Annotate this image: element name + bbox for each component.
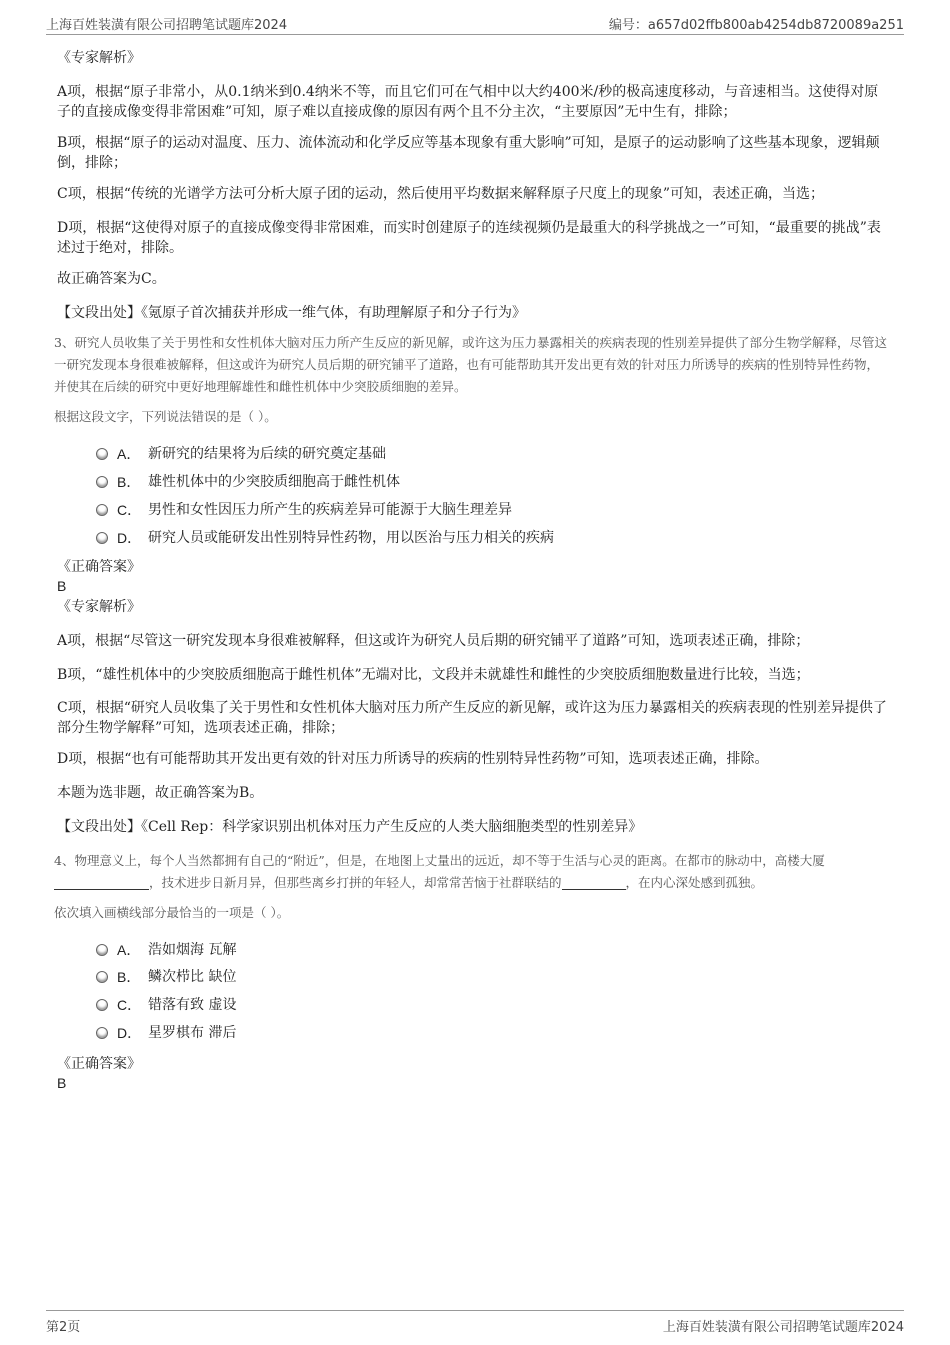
option-text: 雄性机体中的少突胶质细胞高于雌性机体	[148, 474, 400, 490]
option-letter: C．	[117, 502, 142, 518]
radio-icon[interactable]	[96, 532, 108, 544]
q2-source: 【文段出处】《氪原子首次捕获并形成一维气体，有助理解原子和分子行为》	[57, 305, 526, 321]
option-letter: B．	[117, 969, 141, 985]
radio-icon[interactable]	[96, 971, 108, 983]
radio-icon[interactable]	[96, 448, 108, 460]
q3-analysis-d: D项，根据“也有可能帮助其开发出更有效的针对压力所诱导的疾病的性别特异性药物”可知，选项表述正确，排除。	[57, 751, 769, 767]
q3-analysis-c: C项，根据“研究人员收集了关于男性和女性机体大脑对压力所产生反应的新见解，或许这为压力暴露相关的疾病表现的性别差异提供了部分生物学解释”可知，选项表述正确，排除；	[57, 700, 887, 736]
option-text: 浩如烟海 瓦解	[148, 942, 237, 958]
q4-answer-heading: 《正确答案》	[57, 1056, 141, 1072]
q3-analysis-heading: 《专家解析》	[57, 599, 141, 615]
radio-icon[interactable]	[96, 504, 108, 516]
q2-analysis-heading: 《专家解析》	[57, 50, 141, 66]
option-text: 新研究的结果将为后续的研究奠定基础	[148, 446, 386, 462]
option-letter: B．	[117, 474, 141, 490]
option-letter: A．	[117, 942, 141, 958]
footer-title: 上海百姓装潢有限公司招聘笔试题库2024	[662, 1320, 904, 1335]
q4-passage-part1: 4、物理意义上，每个人当然都拥有自己的“附近”，但是，在地图上丈量出的远近，却不等于生活与心灵的距离。在都市的脉动中，高楼大厦	[54, 853, 825, 868]
q4-passage-part3: ，在内心深处感到孤独。	[625, 875, 764, 890]
option-text: 鳞次栉比 缺位	[148, 969, 237, 985]
q4-passage	[54, 850, 890, 894]
option-letter: D．	[117, 530, 142, 546]
q3-source: 【文段出处】《Cell Rep：科学家识别出机体对压力产生反应的人类大脑细胞类型的性别差异》	[57, 819, 643, 835]
q3-answer: B	[57, 578, 67, 594]
q2-analysis-a: A项，根据“原子非常小，从0.1纳米到0.4纳米不等，而且它们可在气相中以大约400米/秒的极高速度移动，与音速相当。这使得对原子的直接成像变得非常困难”可知，原子难以直接成像的原因有两个且不分主次，“主要原因”无中生有，排除；	[57, 84, 879, 120]
option-text: 男性和女性因压力所产生的疾病差异可能源于大脑生理差异	[148, 502, 512, 518]
radio-icon[interactable]	[96, 999, 108, 1011]
radio-icon[interactable]	[96, 476, 108, 488]
page-number: 第2页	[46, 1320, 81, 1335]
option-text: 错落有致 虚设	[148, 997, 237, 1013]
page-footer	[46, 1310, 904, 1337]
radio-icon[interactable]	[96, 944, 108, 956]
q3-analysis-b: B项，“雄性机体中的少突胶质细胞高于雌性机体”无端对比，文段并未就雄性和雌性的少突胶质细胞数量进行比较，当选；	[57, 667, 810, 683]
q3-question: 根据这段文字，下列说法错误的是（ ）。	[54, 409, 277, 424]
document-id: 编号：a657d02ffb800ab4254db8720089a251	[608, 18, 904, 33]
q2-analysis-c: C项，根据“传统的光谱学方法可分析大原子团的运动，然后使用平均数据来解释原子尺度上的现象”可知，表述正确，当选；	[57, 186, 825, 202]
header-title: 上海百姓装潢有限公司招聘笔试题库2024	[46, 18, 288, 33]
q4-answer: B	[57, 1075, 67, 1091]
option-letter: A．	[117, 446, 141, 462]
radio-icon[interactable]	[96, 1027, 108, 1039]
q4-question: 依次填入画横线部分最恰当的一项是（ ）。	[54, 905, 290, 920]
q3-passage: 3、研究人员收集了关于男性和女性机体大脑对压力所产生反应的新见解，或许这为压力暴露相关的疾病表现的性别差异提供了部分生物学解释，尽管这一研究发现本身很难被解释，但这或许为研究人员后期的研究铺平了道路，也有可能帮助其开发出更有效的针对压力所诱导的疾病的性别特异性药物，并使其在后续的研究中更好地理解雄性和雌性机体中少突胶质细胞的差异。	[54, 335, 887, 394]
q3-analysis-a: A项，根据“尽管这一研究发现本身很难被解释，但这或许为研究人员后期的研究铺平了道路”可知，选项表述正确，排除；	[57, 633, 810, 649]
q2-analysis-d: D项，根据“这使得对原子的直接成像变得非常困难，而实时创建原子的连续视频仍是最重大的科学挑战之一”可知，“最重要的挑战”表述过于绝对，排除。	[57, 220, 881, 256]
option-text: 研究人员或能研发出性别特异性药物，用以医治与压力相关的疾病	[148, 530, 554, 546]
q4-passage-part2: ，技术进步日新月异，但那些离乡打拼的年轻人，却常常苦恼于社群联结的	[149, 875, 562, 890]
fill-blank-2	[562, 875, 626, 890]
option-text: 星罗棋布 滞后	[148, 1025, 237, 1041]
q3-answer-heading: 《正确答案》	[57, 559, 141, 575]
page-header	[46, 14, 904, 35]
q2-conclusion: 故正确答案为C。	[57, 271, 166, 287]
option-letter: D．	[117, 1025, 142, 1041]
q2-analysis-b: B项，根据“原子的运动对温度、压力、流体流动和化学反应等基本现象有重大影响”可知，是原子的运动影响了这些基本现象，逻辑颠倒，排除；	[57, 135, 880, 171]
fill-blank-1	[54, 875, 149, 890]
q3-conclusion: 本题为选非题，故正确答案为B。	[57, 785, 264, 801]
option-letter: C．	[117, 997, 142, 1013]
